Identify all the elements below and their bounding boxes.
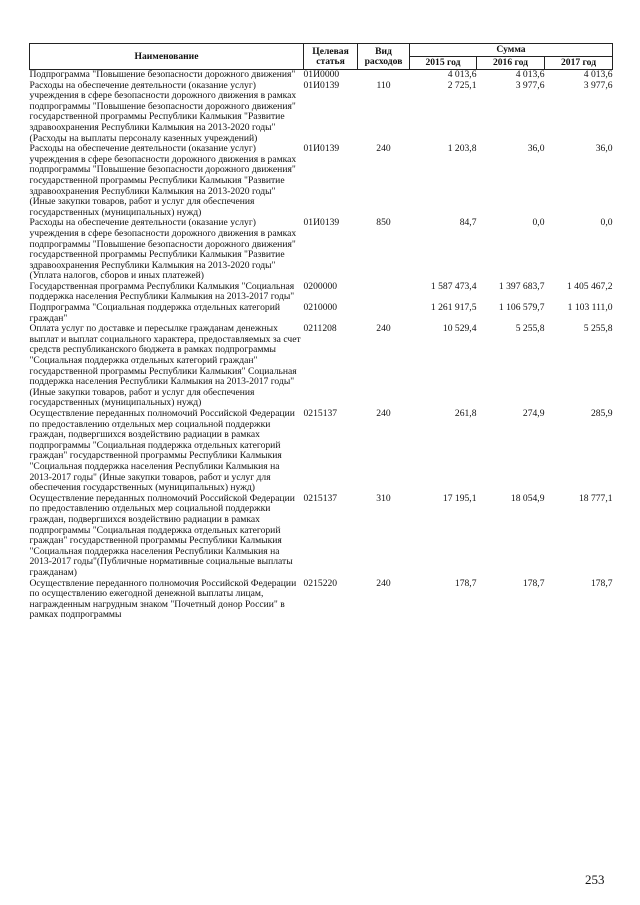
row-2016: 18 054,9 — [510, 492, 545, 504]
table-row — [30, 494, 613, 579]
header-kind — [358, 44, 410, 70]
header-target-line2: статья — [316, 55, 345, 67]
row-2017: 4 013,6 — [583, 69, 613, 80]
row-2017: 3 977,6 — [583, 79, 613, 91]
row-2016: 4 013,6 — [515, 69, 545, 80]
table-row — [30, 324, 613, 409]
row-2015: 261,8 — [454, 408, 477, 419]
row-2017: 285,9 — [590, 408, 613, 419]
row-2015: 2 725,1 — [447, 79, 477, 91]
row-2016: 274,9 — [522, 408, 545, 419]
row-2015: 1 261 917,5 — [430, 302, 477, 314]
row-name: Осуществление переданных полномочий Российской Федерации по предоставлению отдельных мер социальной поддержки граждан, подвергшихся воздействию радиации в рамках подпрограммы "Социальная поддержка отдельных категорий граждан" государственной программы Республики Калмыкия "Социальная поддержка населения Республики Калмыкия на 2013-2017 годы" (Иные закупки товаров, работ и услуг для обеспечения государственных (муниципальных) нужд) — [29, 408, 295, 494]
row-name: Оплата услуг по доставке и пересылке гражданам денежных выплат и выплат социального характера, предоставляемых за счет средств республиканского бюджета в рамках подпрограммы "Социальная поддержка отдельных категорий граждан" государственной программы Республики Калмыкия" Социальная поддержка населения Республики Калмыкия на 2013-2017 годы" (Иные закупки товаров, работ и услуг для обеспечения государственных (муниципальных) нужд) — [29, 323, 301, 409]
row-2017: 0,0 — [600, 217, 613, 229]
row-code: 0200000 — [303, 280, 338, 292]
row-2016: 3 977,6 — [515, 79, 545, 91]
row-kind: 240 — [376, 408, 391, 419]
page-number: 253 — [585, 872, 605, 887]
header-name: Наименование — [30, 44, 304, 70]
row-name: Осуществление переданного полномочия Российской Федерации по осуществлению ежегодной денежной выплаты лицам, награжденным нагрудным знаком "Почетный донор России" в рамках подпрограммы — [29, 577, 297, 621]
row-2016: 1 397 683,7 — [498, 280, 545, 292]
row-name: Расходы на обеспечение деятельности (оказание услуг) учреждения в сфере безопасности дорожного движения в рамках подпрограммы "Повышение безопасности дорожного движения" государственной программы Республики Калмыкия "Развитие здравоохранения Республики Калмыкия на 2013-2020 годы" (Расходы на выплаты персоналу казенных учреждений) — [29, 79, 297, 144]
row-name: Осуществление переданных полномочий Российской Федерации по предоставлению отдельных мер социальной поддержки граждан, подвергшихся воздействию радиации в рамках подпрограммы "Социальная поддержка отдельных категорий граждан" государственной программы Республики Калмыкия "Социальная поддержка населения Республики Калмыкия на 2013-2017 годы"(Публичные нормативные социальные выплаты гражданам) — [29, 492, 295, 578]
row-kind — [358, 303, 410, 324]
table-row — [30, 218, 613, 282]
row-code: 0215137 — [303, 408, 338, 419]
row-2016: 178,7 — [522, 577, 545, 589]
table-row — [30, 409, 613, 494]
row-code: 01И0139 — [303, 143, 340, 155]
row-kind — [358, 70, 410, 81]
budget-table — [29, 43, 613, 621]
row-2015: 1 203,8 — [447, 143, 477, 155]
table-row — [30, 144, 613, 218]
table-row — [30, 303, 613, 324]
row-name: Расходы на обеспечение деятельности (оказание услуг) учреждения в сфере безопасности дорожного движения в рамках подпрограммы "Повышение безопасности дорожного движения" государственной программы Республики Калмыкия "Развитие здравоохранения Республики Калмыкия на 2013-2020 годы" (Иные закупки товаров, работ и услуг для обеспечения государственных (муниципальных) нужд) — [29, 143, 297, 218]
row-kind: 240 — [376, 323, 391, 335]
row-code: 0215220 — [303, 577, 338, 589]
row-code: 01И0139 — [303, 217, 340, 229]
header-kind-line2: расходов — [364, 55, 403, 67]
row-code: 0210000 — [303, 302, 338, 314]
header-kind-line1: Вид — [375, 45, 392, 57]
header-target-line1: Целевая — [312, 45, 349, 57]
row-2017: 5 255,8 — [583, 323, 613, 335]
row-name: Расходы на обеспечение деятельности (оказание услуг) учреждения в сфере безопасности дорожного движения в рамках подпрограммы "Повышение безопасности дорожного движения" государственной программы Республики Калмыкия "Развитие здравоохранения Республики Калмыкия на 2013-2020 годы" (Уплата налогов, сборов и иных платежей) — [29, 217, 297, 282]
header-2017: 2017 год — [545, 57, 613, 70]
row-2016: 1 106 579,7 — [498, 302, 545, 314]
header-target — [304, 44, 358, 70]
table-row — [30, 282, 613, 303]
row-kind: 850 — [376, 217, 391, 229]
row-code: 01И0139 — [303, 79, 340, 91]
row-2017: 36,0 — [595, 143, 613, 155]
row-kind: 110 — [376, 79, 391, 91]
row-2016: 5 255,8 — [515, 323, 545, 335]
row-kind — [358, 282, 410, 303]
row-2015: 4 013,6 — [447, 69, 477, 80]
table-row — [30, 579, 613, 621]
row-kind: 240 — [376, 577, 391, 589]
row-2015: 10 529,4 — [442, 323, 477, 335]
header-2015: 2015 год — [410, 57, 477, 70]
row-2017: 1 103 111,0 — [567, 302, 613, 314]
row-kind: 310 — [376, 492, 391, 504]
row-code: 0215137 — [303, 492, 338, 504]
table-body — [30, 70, 613, 621]
row-2017: 18 777,1 — [578, 492, 613, 504]
row-name: Подпрограмма "Социальная поддержка отдельных категорий граждан" — [29, 302, 280, 324]
row-2016: 0,0 — [532, 217, 545, 229]
table-row — [30, 81, 613, 145]
row-kind: 240 — [376, 143, 391, 155]
row-2017: 1 405 467,2 — [566, 280, 613, 292]
header-2016: 2016 год — [477, 57, 545, 70]
row-code: 0211208 — [303, 323, 337, 335]
row-2017: 178,7 — [590, 577, 613, 589]
row-name: Государственная программа Республики Калмыкия "Социальная поддержка населения Республики Калмыкия на 2013-2017 годы" — [29, 280, 295, 303]
row-2015: 17 195,1 — [442, 492, 477, 504]
table-header — [30, 44, 613, 70]
table-row — [30, 70, 613, 81]
row-code: 01И0000 — [303, 69, 340, 80]
row-2015: 1 587 473,4 — [430, 280, 477, 292]
row-2015: 178,7 — [454, 577, 477, 589]
row-name: Подпрограмма "Повышение безопасности дорожного движения" — [29, 69, 296, 80]
row-2016: 36,0 — [527, 143, 545, 155]
row-2015: 84,7 — [459, 217, 477, 229]
header-sum: Сумма — [410, 44, 613, 57]
